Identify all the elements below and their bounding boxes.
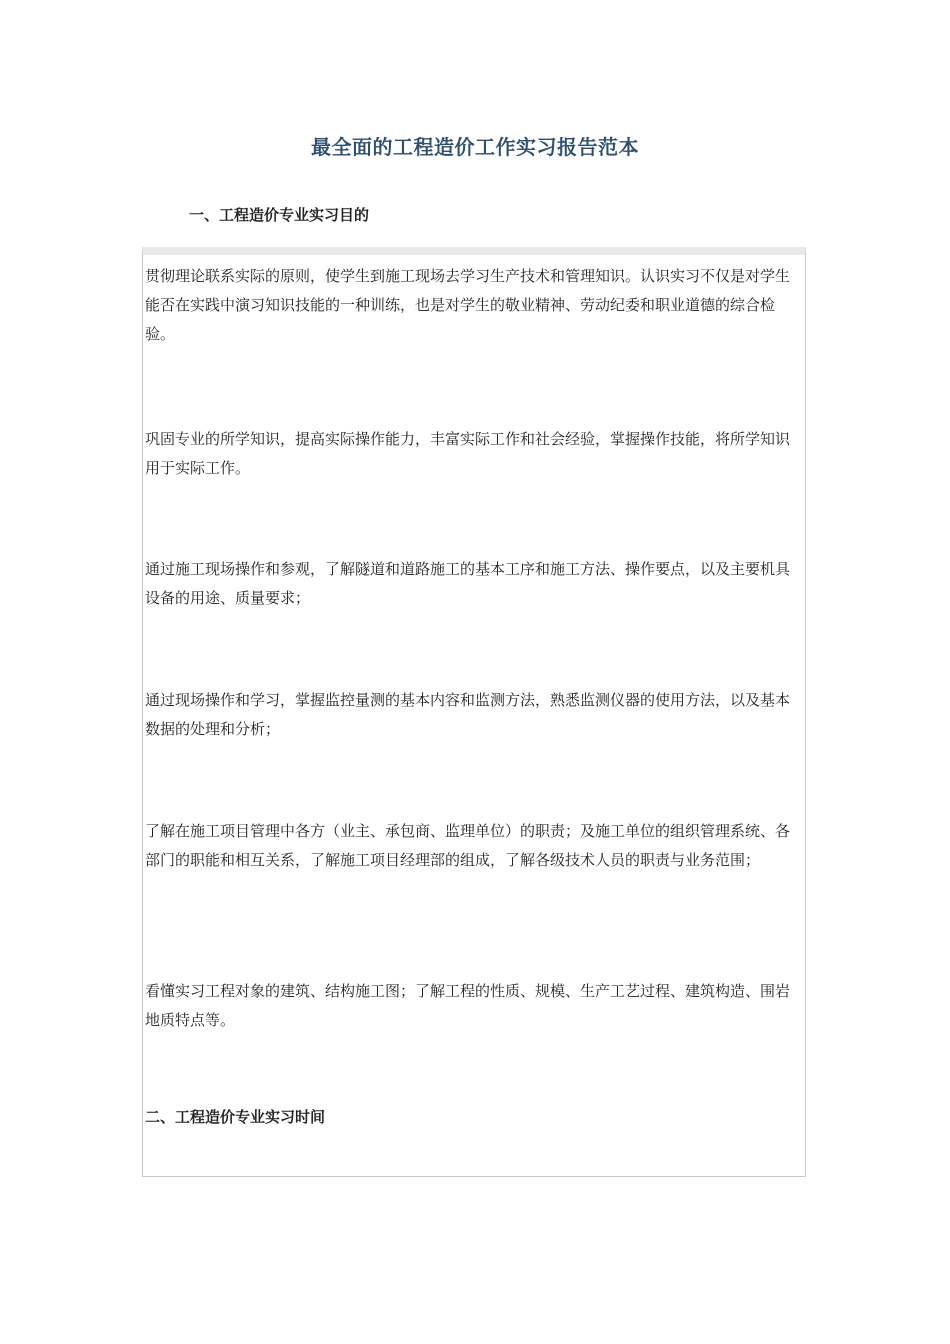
content-box: [142, 247, 806, 1177]
document-title: 最全面的工程造价工作实习报告范本: [311, 135, 639, 159]
section-heading-time: 二、工程造价专业实习时间: [145, 1108, 326, 1126]
paragraph: 通过现场操作和学习，掌握监控量测的基本内容和监测方法，熟悉监测仪器的使用方法，以及基本数据的处理和分析；: [145, 691, 791, 738]
paragraph: 巩固专业的所学知识，提高实际操作能力，丰富实际工作和社会经验，掌握操作技能，将所学知识用于实际工作。: [145, 430, 791, 477]
paragraph: 了解在施工项目管理中各方（业主、承包商、监理单位）的职责；及施工单位的组织管理系统、各部门的职能和相互关系，了解施工项目经理部的组成，了解各级技术人员的职责与业务范围；: [145, 822, 791, 869]
paragraph: 通过施工现场操作和参观，了解隧道和道路施工的基本工序和施工方法、操作要点，以及主要机具设备的用途、质量要求；: [145, 560, 791, 607]
section-heading-purpose: 一、工程造价专业实习目的: [189, 206, 370, 224]
paragraph: 看懂实习工程对象的建筑、结构施工图；了解工程的性质、规模、生产工艺过程、建筑构造、围岩地质特点等。: [145, 982, 791, 1029]
paragraph: 贯彻理论联系实际的原则，使学生到施工现场去学习生产技术和管理知识。认识实习不仅是对学生能否在实践中演习知识技能的一种训练，也是对学生的敬业精神、劳动纪委和职业道德的综合检验。: [145, 267, 791, 343]
